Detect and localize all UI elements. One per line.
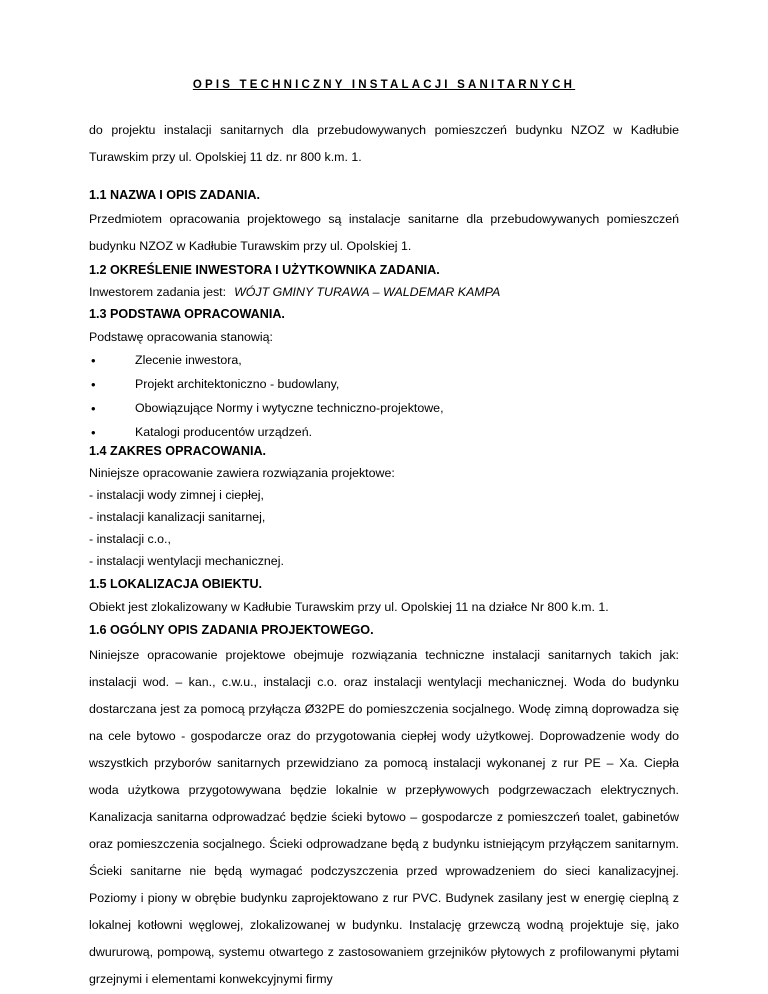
section-1-1-text: Przedmiotem opracowania projektowego są instalacje sanitarne dla przebudowywanych pomieszczeń budynku NZOZ w Kadłubie Turawskim przy ul. Opolskiej 1. <box>89 212 679 253</box>
list-item: • Zlecenie inwestora, <box>89 349 679 373</box>
section-1-4-list <box>89 462 679 572</box>
investor-label: Inwestorem zadania jest: <box>89 285 227 299</box>
list-item: - instalacji wentylacji mechanicznej. <box>89 554 284 568</box>
section-1-6-heading: 1.6 OGÓLNY OPIS ZADANIA PROJEKTOWEGO. <box>89 623 374 637</box>
list-item: - instalacji wody zimnej i ciepłej, <box>89 488 264 502</box>
section-1-5-heading: 1.5 LOKALIZACJA OBIEKTU. <box>89 577 263 591</box>
bullet-icon <box>89 373 135 397</box>
section-1-2-investor-line <box>89 281 679 303</box>
intro-paragraph: do projektu instalacji sanitarnych dla przebudowywanych pomieszczeń budynku NZOZ w Kadłubie Turawskim przy ul. Opolskiej 11 dz. nr 800 k.m. 1. <box>89 123 679 164</box>
section-1-5-text: Obiekt jest zlokalizowany w Kadłubie Turawskim przy ul. Opolskiej 11 na działce Nr 800 k.m. 1. <box>89 600 609 614</box>
list-item: • Obowiązujące Normy i wytyczne techniczno-projektowe, <box>89 397 679 421</box>
list-item: - instalacji kanalizacji sanitarnej, <box>89 510 266 524</box>
section-1-3-list <box>89 349 679 445</box>
list-item: • Katalogi producentów urządzeń. <box>89 421 679 445</box>
section-1-3-heading: 1.3 PODSTAWA OPRACOWANIA. <box>89 307 285 321</box>
document-title: OPIS TECHNICZNY INSTALACJI SANITARNYCH <box>192 79 576 91</box>
section-1-4-heading: 1.4 ZAKRES OPRACOWANIA. <box>89 444 267 458</box>
section-1-6-text: Niniejsze opracowanie projektowe obejmuje rozwiązania techniczne instalacji sanitarnych takich jak: instalacji wod. – kan., c.w.u., instalacji c.o. oraz instalacji wentylacji mechanicznej. Woda do budynku dostarczana jest za pomocą przyłącza Ø32PE do pomieszczenia socjalnego. Wodę zimną doprowadza się na cele bytowo - gospodarcze oraz do przygotowania ciepłej wody użytkowej. Doprowadzenie wody do wszystkich przyborów sanitarnych przewidziano za pomocą instalacji wykonanej z rur PE – Xa. Ciepła woda użytkowa przygotowywana będzie lokalnie w przepływowych podgrzewaczach elektrycznych. Kanalizacja sanitarna odprowadzać będzie ścieki bytowo – gospodarcze z pomieszczeń toalet, gabinetów oraz pomieszczenia socjalnego. Ścieki odprowadzane będą z budynku istniejącym przyłączem sanitarnym. Ścieki sanitarne nie będą wymagać podczyszczenia przed wprowadzeniem do sieci kanalizacyjnej. Poziomy i piony w obrębie budynku zaprojektowano z rur PVC. Budynek zasilany jest w energię cieplną z lokalnej kotłowni węglowej, zlokalizowanej w budynku. Instalację grzewczą wodną projektuje się, jako dwururową, pompową, systemu otwartego z zastosowaniem grzejników płytowych z profilowanymi płytami grzejnymi i elementami konwekcyjnymi firmy <box>89 648 679 986</box>
bullet-icon <box>89 397 135 421</box>
list-item: • Projekt architektoniczno - budowlany, <box>89 373 679 397</box>
section-1-4-lead: Niniejsze opracowanie zawiera rozwiązania projektowe: <box>89 466 395 480</box>
list-item: - instalacji c.o., <box>89 532 171 546</box>
bullet-icon <box>89 349 135 373</box>
section-1-1-heading: 1.1 NAZWA I OPIS ZADANIA. <box>89 188 260 202</box>
section-1-3-lead: Podstawę opracowania stanowią: <box>89 330 273 344</box>
section-1-2-heading: 1.2 OKREŚLENIE INWESTORA I UŻYTKOWNIKA ZADANIA. <box>89 263 440 277</box>
investor-name: WÓJT GMINY TURAWA – WALDEMAR KAMPA <box>234 285 501 299</box>
